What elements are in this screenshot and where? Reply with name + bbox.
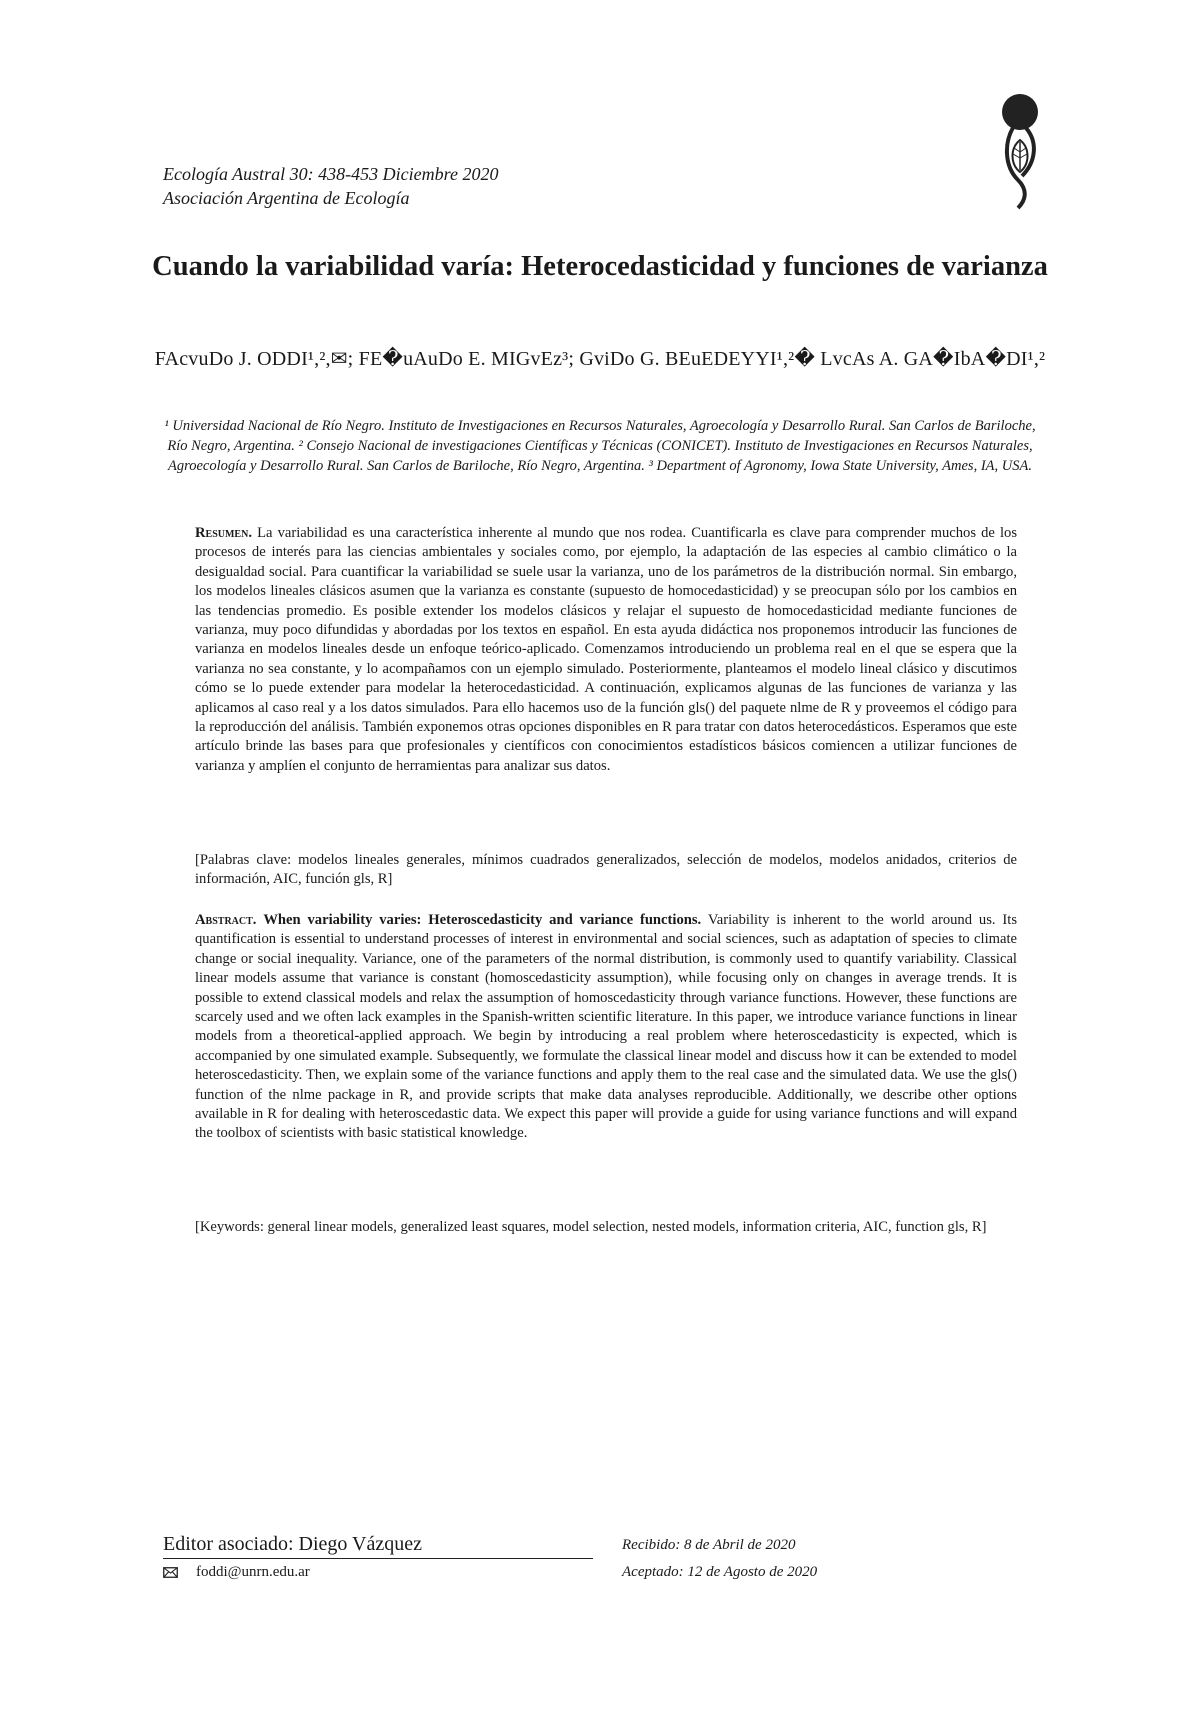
abstract-label: Abstract. xyxy=(195,912,257,928)
associate-editor: Editor asociado: Diego Vázquez xyxy=(163,1532,593,1559)
resumen-section xyxy=(195,524,1017,776)
abstract-text: Variability is inherent to the world around us. Its quantification is essential to understand processes of interest in environmental and social sciences, such as adaptation of species to climate change or social inequality. Variance, one of the parameters of the normal distribution, is commonly used to quantify variability. Classical linear models assume that variance is constant (homoscedasticity assumption), while focusing only on changes in average trends. It is possible to extend classical models and relax the assumption of homoscedasticity through variance functions. However, these functions are scarcely used and we often lack examples in the Spanish-written scientific literature. In this paper, we introduce variance functions in linear models from a theoretical-applied approach. We begin by introducing a real problem where heteroscedasticity is expected, which is accompanied by one simulated example. Subsequently, we formulate the classical linear model and discuss how it can be extended to model heteroscedasticity. Then, we explain some of the variance functions and apply them to the real case and the simulated data. We use the gls() function of the nlme package in R, and provide scripts that make data analyses reproducible. Additionally, we describe other options available in R for dealing with heteroscedastic data. We expect this paper will provide a guide for using variance functions and will expand the toolbox of scientists with basic statistical knowledge. xyxy=(195,912,1017,1142)
journal-citation: Ecología Austral 30: 438-453 Diciembre 2020 xyxy=(163,164,499,184)
journal-header xyxy=(163,162,498,210)
abstract-section xyxy=(195,911,1017,1144)
footer-dates xyxy=(622,1532,817,1586)
affiliations: ¹ Universidad Nacional de Río Negro. Instituto de Investigaciones en Recursos Naturales, Agroecología y Desarrollo Rural. San Carlos de Bariloche, Río Negro, Argentina. ² Consejo Nacional de investigaciones Científicas y Técnicas (CONICET). Instituto de Investigaciones en Recursos Naturales, Agroecología y Desarrollo Rural. San Carlos de Bariloche, Río Negro, Argentina. ³ Department of Agronomy, Iowa State University, Ames, IA, USA. xyxy=(164,418,1036,474)
mail-icon xyxy=(163,1567,178,1578)
society-name: Asociación Argentina de Ecología xyxy=(163,188,410,208)
accepted-date: Aceptado: 12 de Agosto de 2020 xyxy=(622,1564,818,1580)
seed-leaf-logo-icon xyxy=(990,92,1050,210)
resumen-text: La variabilidad es una característica inherente al mundo que nos rodea. Cuantificarla es clave para comprender muchos de los procesos de interés para las ciencias ambientales y sociales como, por ejemplo, la adaptación de las especies al cambio climático o la desigualdad social. Para cuantificar la variabilidad se suele usar la varianza, uno de los parámetros de la distribución normal. Sin embargo, los modelos lineales clásicos asumen que la varianza es constante (supuesto de homocedasticidad) y se preocupan sólo por los cambios en las tendencias promedio. Es posible extender los modelos clásicos y relajar el supuesto de homocedasticidad mediante funciones de varianza, muy poco difundidas y abordadas por los textos en español. En esta ayuda didáctica nos proponemos introducir las funciones de varianza en modelos lineales desde un enfoque teórico-aplicado. Comenzamos introduciendo un problema real en el que se espera que la varianza no sea constante, y lo acompañamos con un ejemplo simulado. Posteriormente, planteamos el modelo lineal clásico y discutimos cómo se lo puede extender para modelar la heterocedasticidad. A continuación, explicamos algunas de las funciones de varianza y las aplicamos al caso real y a los datos simulados. Para ello hacemos uso de la función gls() del paquete nlme de R y proveemos el código para la reproducción del análisis. También exponemos otras opciones disponibles en R para tratar con datos heterocedásticos. Esperamos que este artículo brinde las bases para que profesionales y científicos con conocimientos estadísticos básicos comiencen a utilizar funciones de varianza y amplíen el conjunto de herramientas para analizar sus datos. xyxy=(195,525,1017,774)
paper-title: Cuando la variabilidad varía: Heterocedasticidad y funciones de varianza xyxy=(152,251,1048,282)
abstract-title: When variability varies: Heteroscedasticity and variance functions. xyxy=(263,912,702,928)
footer-editor-block xyxy=(163,1532,593,1581)
author-list: FAcvuDo J. ODDI¹,²,✉; FE�uAuDo E. MIGvEz³; GviDo G. BEuEDEYYI¹,²� LvcAs A. GA�IbA�DI¹,² xyxy=(154,348,1046,370)
keywords-spanish: [Palabras clave: modelos lineales generales, mínimos cuadrados generalizados, selección de modelos, modelos anidados, criterios de información, AIC, función gls, R] xyxy=(195,852,1017,888)
email-line xyxy=(163,1564,593,1581)
keywords-english: [Keywords: general linear models, generalized least squares, model selection, nested models, information criteria, AIC, function gls, R] xyxy=(195,1219,987,1235)
email-link[interactable]: foddi@unrn.edu.ar xyxy=(196,1564,310,1580)
resumen-label: Resumen. xyxy=(195,525,252,541)
received-date: Recibido: 8 de Abril de 2020 xyxy=(622,1537,796,1553)
